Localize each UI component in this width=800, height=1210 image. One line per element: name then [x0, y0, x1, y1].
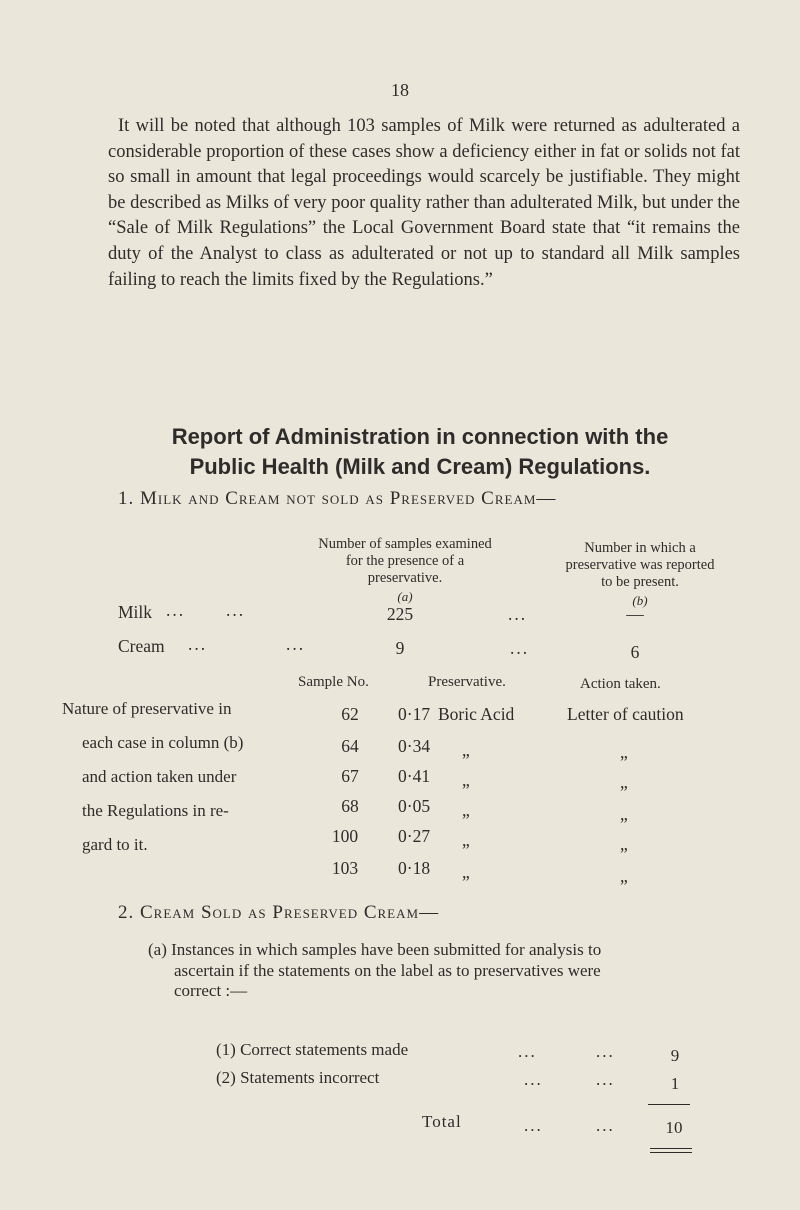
section-2-title: 2. Cream Sold as Preserved Cream—: [118, 902, 440, 923]
correct-statements-value: 9: [670, 1046, 680, 1065]
cream-dots-2: ...: [286, 634, 306, 654]
cream-count-a: 9: [395, 638, 405, 658]
total-double-rule-bottom: [650, 1152, 692, 1153]
intro-text: It will be noted that although 103 samples of Milk were returned as adulterated a considerable proportion of these cases show a deficiency either in fat or solids not fat so small in amount that legal proceedings would scarcely be justifiable. They might be described as Milks of very poor quality rather than adulterated Milk, but under the “Sale of Milk Regulations” the Local Government Board state that “it remains the duty of the Analyst to class as adulterated or not up to standard all Milk samples failing to reach the limits fixed by the Regulations.”: [108, 116, 740, 290]
description-line: gard to it.: [82, 835, 148, 854]
description-line: each case in column (b): [82, 733, 244, 752]
cream-count-b: 6: [630, 642, 640, 662]
column-a-tag: (a): [397, 589, 413, 604]
preservative-amount: 0·17: [398, 704, 431, 724]
incorrect-statements-label: (2) Statements incorrect: [216, 1068, 380, 1087]
preservative-amount: 0·18: [398, 858, 431, 878]
milk-dots-2: ...: [226, 600, 246, 620]
heading-line-2: Public Health (Milk and Cream) Regulations.: [189, 454, 651, 479]
header-sample-no: Sample No.: [298, 674, 369, 690]
cream-label: Cream: [118, 636, 165, 656]
action-taken: „: [620, 742, 628, 762]
heading-line-1: Report of Administration in connection with the: [171, 424, 669, 449]
preservative-name: „: [462, 770, 470, 790]
incorrect-dots-1: ...: [524, 1070, 543, 1089]
preservative-amount: 0·05: [398, 796, 431, 816]
preservative-amount: 0·34: [398, 736, 431, 756]
total-dots-1: ...: [524, 1116, 543, 1135]
sum-rule: [648, 1104, 690, 1105]
section-2-item-a: (a) Instances in which samples have been submitted for analysis to ascertain if the statements on the label as to preservatives were correct :—: [148, 940, 602, 1000]
milk-dots-3: ...: [508, 604, 528, 624]
incorrect-statements-value: 1: [670, 1074, 680, 1093]
total-double-rule-top: [650, 1148, 692, 1149]
section-1-title: 1. Milk and Cream not sold as Preserved Cream—: [118, 488, 557, 509]
sample-number: 62: [341, 704, 359, 724]
action-taken: „: [620, 834, 628, 854]
sample-number: 67: [341, 766, 359, 786]
preservative-name: Boric Acid: [438, 704, 515, 724]
correct-dots-1: ...: [518, 1042, 537, 1061]
page-number: 18: [391, 80, 409, 100]
column-b-tag: (b): [632, 593, 648, 608]
sample-number: 100: [331, 826, 359, 846]
sample-number: 64: [341, 736, 359, 756]
column-b-header: [535, 540, 745, 609]
action-taken: „: [620, 804, 628, 824]
total-label: Total: [422, 1112, 462, 1131]
preservative-name: „: [462, 862, 470, 882]
report-heading: [100, 422, 740, 482]
intro-paragraph: [108, 114, 740, 293]
preservative-amount: 0·27: [398, 826, 431, 846]
milk-count-b: —: [626, 604, 644, 624]
column-a-header: [295, 536, 515, 605]
correct-dots-2: ...: [596, 1042, 615, 1061]
incorrect-dots-2: ...: [596, 1070, 615, 1089]
preservative-description: [62, 692, 243, 862]
description-line: Nature of preservative in: [62, 699, 232, 718]
column-b-header-text: Number in which a preservative was reported to be present.: [565, 540, 715, 590]
sample-number: 103: [331, 858, 359, 878]
preservative-name: „: [462, 740, 470, 760]
action-taken: „: [620, 772, 628, 792]
milk-dots-1: ...: [166, 600, 186, 620]
sample-number: 68: [341, 796, 359, 816]
cream-dots-3: ...: [510, 638, 530, 658]
preservative-amount: 0·41: [398, 766, 431, 786]
cream-dots-1: ...: [188, 634, 208, 654]
correct-statements-label: (1) Correct statements made: [216, 1040, 409, 1059]
milk-count-a: 225: [386, 604, 414, 624]
description-line: the Regulations in re-: [82, 801, 229, 820]
header-preservative: Preservative.: [428, 674, 506, 690]
preservative-name: „: [462, 800, 470, 820]
milk-label: Milk: [118, 602, 153, 622]
header-action-taken: Action taken.: [580, 676, 661, 692]
total-dots-2: ...: [596, 1116, 615, 1135]
description-line: and action taken under: [82, 767, 237, 786]
preservative-name: „: [462, 830, 470, 850]
total-value: 10: [665, 1118, 683, 1137]
action-taken: „: [620, 866, 628, 886]
column-a-header-text: Number of samples examined for the presence of a preservative.: [318, 536, 492, 586]
action-taken: Letter of caution: [567, 704, 684, 724]
